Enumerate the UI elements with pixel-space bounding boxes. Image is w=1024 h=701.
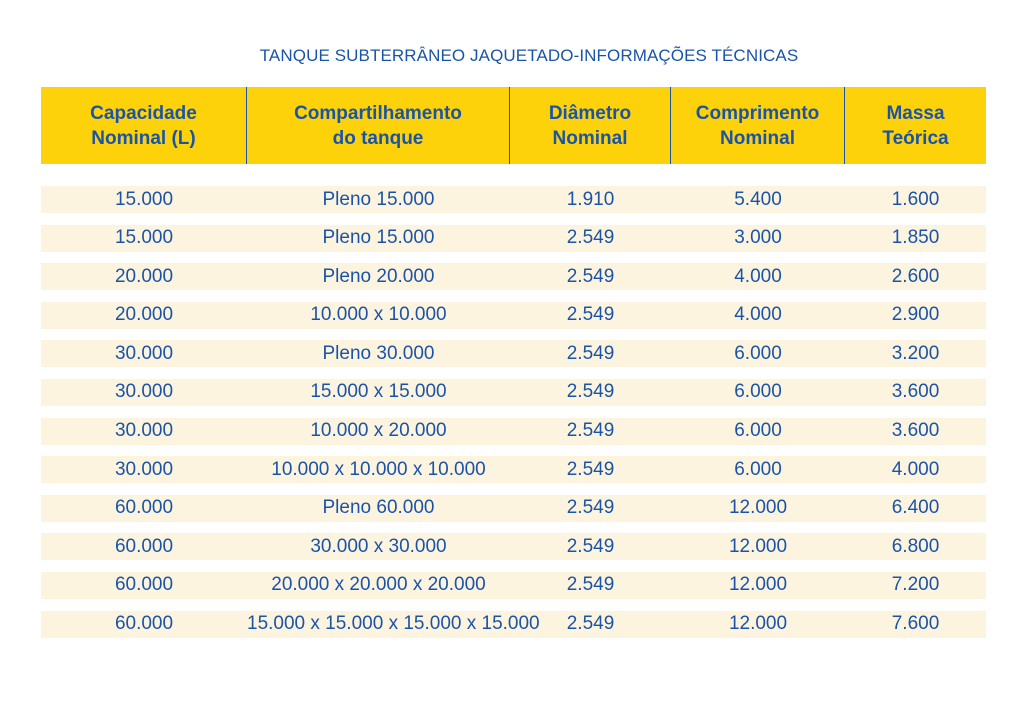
column-header-capacidade: Capacidade Nominal (L)	[41, 87, 247, 164]
table-row	[41, 533, 986, 560]
capacidade-cell: 60.000	[114, 497, 174, 519]
comprimento-cell: 3.000	[734, 227, 782, 249]
capacidade-cell: 60.000	[114, 535, 174, 557]
capacidade-cell: 15.000	[114, 188, 174, 210]
comprimento-cell: 6.000	[734, 420, 782, 442]
capacidade-cell: 30.000	[114, 458, 174, 480]
compartilhamento-cell: Pleno 15.000	[322, 227, 435, 249]
table-row	[41, 495, 986, 522]
comprimento-cell: 12.000	[728, 497, 788, 519]
table-row	[41, 418, 986, 445]
diametro-cell: 2.549	[566, 381, 615, 403]
table-header	[41, 87, 986, 164]
table-row	[41, 302, 986, 329]
diametro-cell: 2.549	[566, 265, 615, 287]
comprimento-cell: 12.000	[728, 613, 788, 635]
comprimento-cell: 12.000	[728, 574, 788, 596]
column-header-compartilhamento: Compartilhamento do tanque	[247, 87, 510, 164]
diametro-cell: 1.910	[566, 188, 615, 210]
capacidade-cell: 30.000	[114, 420, 174, 442]
comprimento-cell: 6.000	[734, 458, 782, 480]
compartilhamento-cell: 20.000 x 20.000 x 20.000	[271, 574, 486, 596]
capacidade-cell: 20.000	[114, 304, 174, 326]
table-row	[41, 379, 986, 406]
massa-cell: 4.000	[891, 458, 940, 480]
column-header-comprimento: Comprimento Nominal	[671, 87, 845, 164]
massa-cell: 6.400	[891, 497, 940, 519]
page-title: TANQUE SUBTERRÂNEO JAQUETADO-INFORMAÇÕES TÉCNICAS	[259, 46, 799, 65]
comprimento-cell: 12.000	[728, 535, 788, 557]
massa-cell: 2.600	[891, 265, 940, 287]
compartilhamento-cell: Pleno 15.000	[322, 188, 435, 210]
capacidade-cell: 15.000	[114, 227, 174, 249]
diametro-cell: 2.549	[566, 304, 615, 326]
compartilhamento-cell: Pleno 20.000	[322, 265, 435, 287]
comprimento-cell: 5.400	[734, 188, 782, 210]
comprimento-cell: 4.000	[734, 265, 782, 287]
diametro-cell: 2.549	[566, 574, 615, 596]
capacidade-cell: 60.000	[114, 574, 174, 596]
massa-cell: 3.200	[891, 342, 940, 364]
massa-cell: 3.600	[891, 381, 940, 403]
table-row	[41, 225, 986, 252]
diametro-cell: 2.549	[566, 535, 615, 557]
capacidade-cell: 20.000	[114, 265, 174, 287]
capacidade-cell: 30.000	[114, 342, 174, 364]
table-body	[41, 186, 986, 649]
column-header-massa: Massa Teórica	[882, 102, 949, 149]
table-row	[41, 572, 986, 599]
massa-cell: 7.600	[891, 613, 940, 635]
table-row	[41, 340, 986, 367]
massa-cell: 6.800	[891, 535, 940, 557]
compartilhamento-cell: 10.000 x 10.000	[310, 304, 447, 326]
compartilhamento-cell: 10.000 x 20.000	[310, 420, 447, 442]
compartilhamento-cell: Pleno 30.000	[322, 342, 435, 364]
table-row	[41, 263, 986, 290]
compartilhamento-cell: 30.000 x 30.000	[310, 535, 447, 557]
compartilhamento-cell: Pleno 60.000	[322, 497, 435, 519]
diametro-cell: 2.549	[566, 342, 615, 364]
massa-cell: 1.600	[891, 188, 940, 210]
massa-cell: 3.600	[891, 420, 940, 442]
table-row	[41, 456, 986, 483]
compartilhamento-cell: 15.000 x 15.000 x 15.000 x 15.000	[247, 613, 540, 635]
massa-cell: 2.900	[891, 304, 940, 326]
massa-cell: 7.200	[891, 574, 940, 596]
capacidade-cell: 30.000	[114, 381, 174, 403]
comprimento-cell: 4.000	[734, 304, 782, 326]
diametro-cell: 2.549	[566, 227, 615, 249]
table-row	[41, 611, 986, 638]
table-row	[41, 186, 986, 213]
capacidade-cell: 60.000	[114, 613, 174, 635]
diametro-cell: 2.549	[566, 420, 615, 442]
massa-cell: 1.850	[891, 227, 940, 249]
comprimento-cell: 6.000	[734, 381, 782, 403]
diametro-cell: 2.549	[566, 497, 615, 519]
compartilhamento-cell: 10.000 x 10.000 x 10.000	[271, 458, 486, 480]
column-header-diametro: Diâmetro Nominal	[510, 87, 671, 164]
compartilhamento-cell: 15.000 x 15.000	[310, 381, 447, 403]
diametro-cell: 2.549	[566, 458, 615, 480]
comprimento-cell: 6.000	[734, 342, 782, 364]
diametro-cell: 2.549	[566, 613, 615, 635]
